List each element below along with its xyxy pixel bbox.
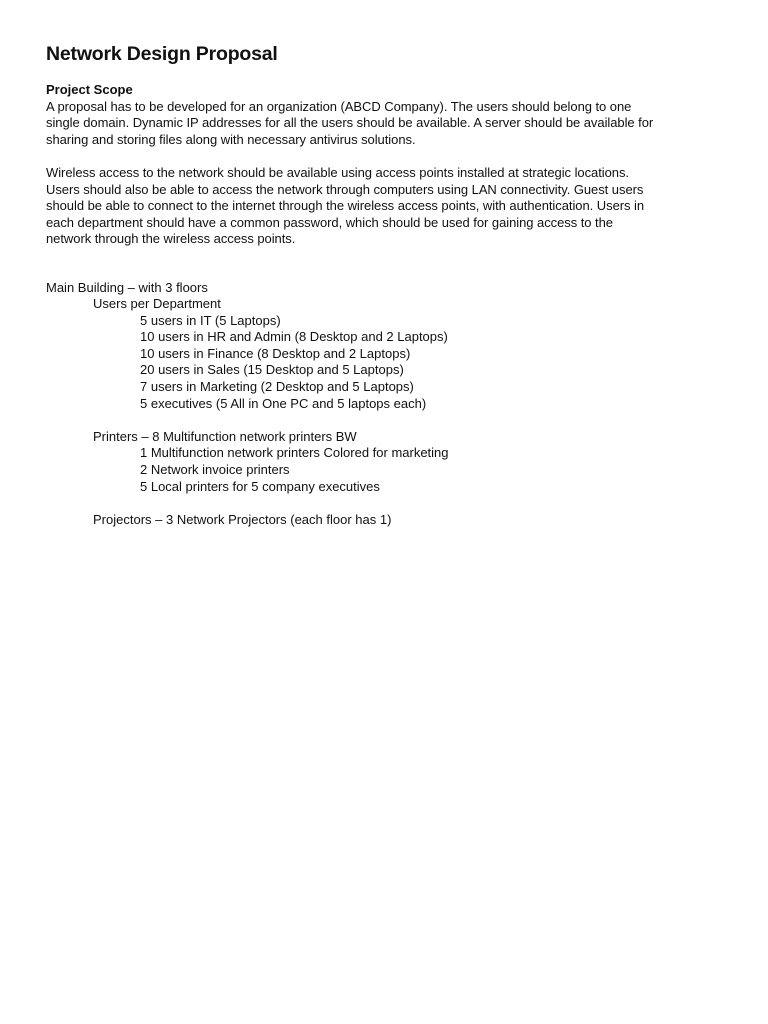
paragraph-line: Wireless access to the network should be available using access points installed at strategic locations. [46,165,629,180]
building-label: Main Building – with 3 floors [46,279,208,295]
document-page [46,42,736,528]
list-item: 1 Multifunction network printers Colored for marketing [140,445,449,461]
list-item: 5 Local printers for 5 company executives [140,478,380,494]
paragraph-line: each department should have a common password, which should be used for gaining access to the [46,214,613,230]
list-item: 10 users in Finance (8 Desktop and 2 Laptops) [140,345,411,361]
project-scope-heading: Project Scope [46,82,133,97]
list-item: 10 users in HR and Admin (8 Desktop and 2 Laptops) [140,329,448,345]
list-item: 20 users in Sales (15 Desktop and 5 Laptops) [140,362,404,378]
project-scope-paragraph-1 [46,99,736,149]
list-item: 5 users in IT (5 Laptops) [140,312,281,328]
spacer [46,412,736,429]
projectors-label: Projectors – 3 Network Projectors (each floor has 1) [93,511,392,527]
users-per-department-label: Users per Department [93,296,221,312]
building-requirements [46,280,736,529]
document-title: Network Design Proposal [46,43,278,65]
paragraph-line: single domain. Dynamic IP addresses for all the users should be available. A server should be available for [46,115,654,130]
paragraph-line: sharing and storing files along with necessary antivirus solutions. [46,131,416,147]
printers-label: Printers – 8 Multifunction network printers BW [93,428,357,444]
paragraph-line: Users should also be able to access the network through computers using LAN connectivity. Guest users [46,181,644,197]
project-scope-paragraph-2 [46,165,736,248]
paragraph-line: network through the wireless access points. [46,231,296,246]
paragraph-line: A proposal has to be developed for an organization (ABCD Company). The users should belong to one [46,98,632,114]
list-item: 2 Network invoice printers [140,462,290,478]
list-item: 5 executives (5 All in One PC and 5 laptops each) [140,395,427,411]
spacer [46,495,736,512]
list-item: 7 users in Marketing (2 Desktop and 5 Laptops) [140,379,414,395]
paragraph-line: should be able to connect to the internet through the wireless access points, with authentication. Users in [46,198,645,213]
